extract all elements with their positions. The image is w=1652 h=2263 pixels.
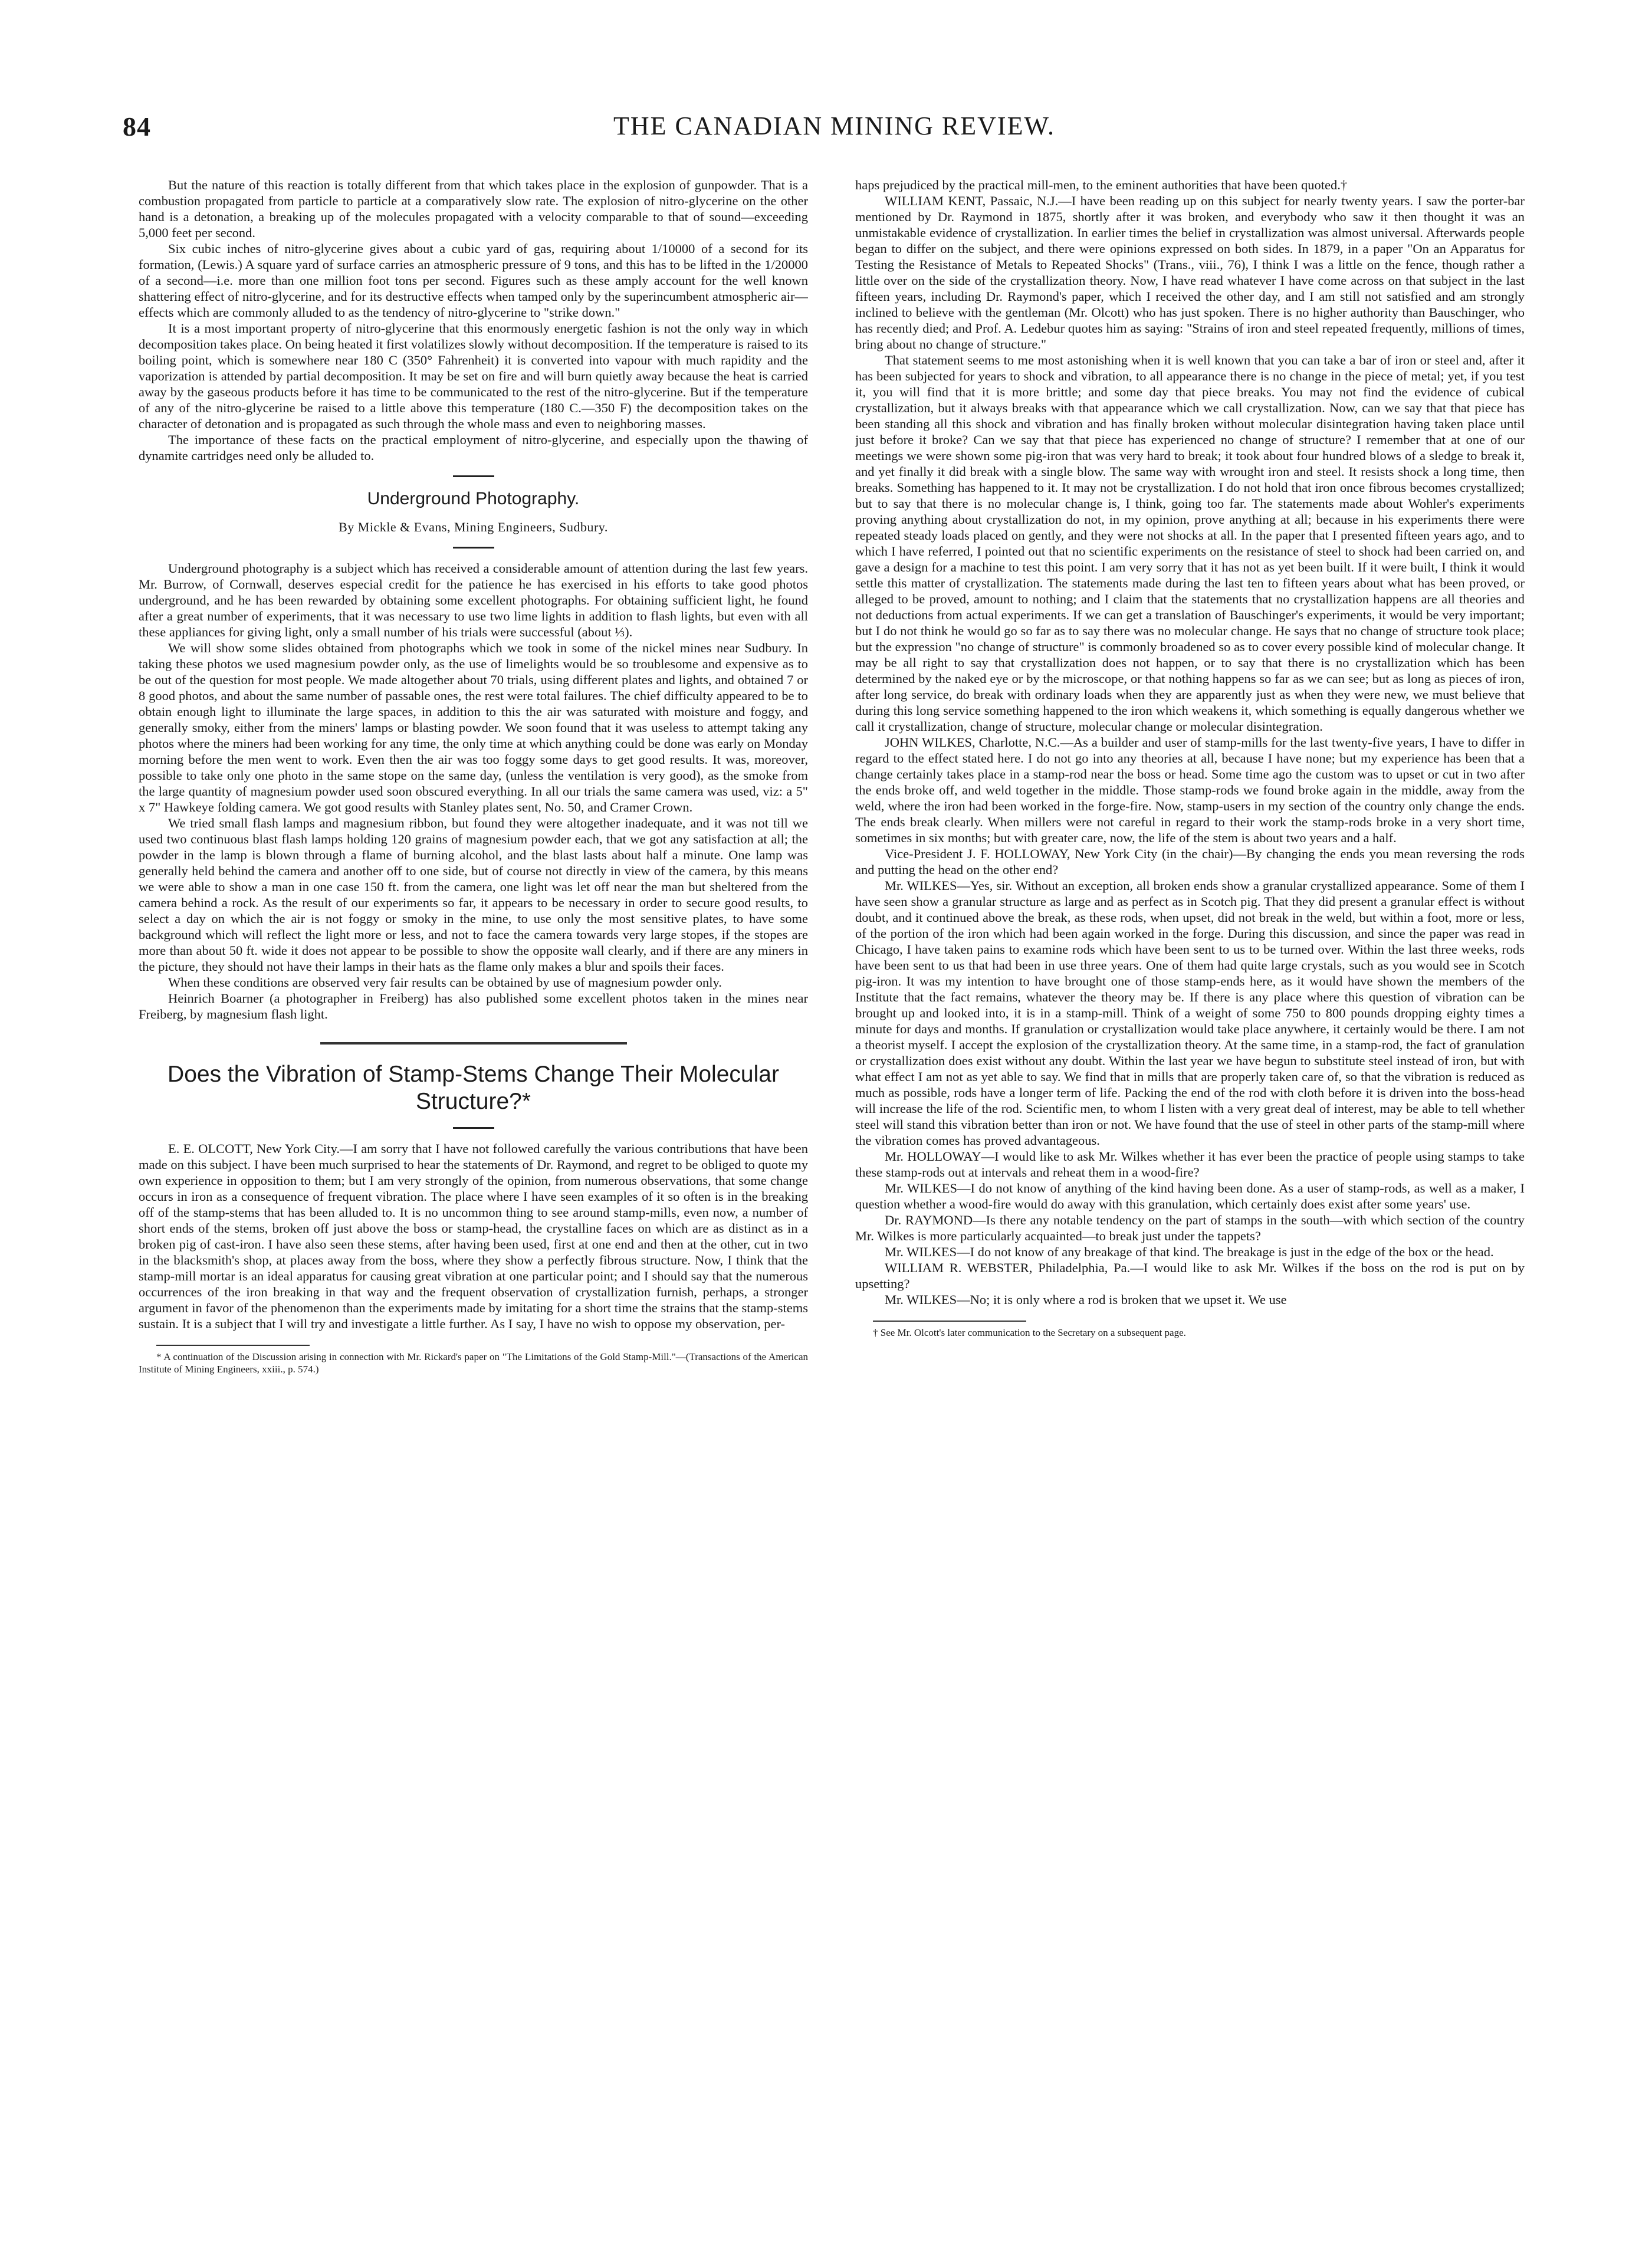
paragraph-kent: WILLIAM KENT, Passaic, N.J.—I have been reading up on this subject for nearly twenty years. I saw the porter-bar mentioned by Dr. Raymond in 1875, shortly after it was broken, and everybody who saw it then thought it was an unmistakable evidence of crystallization. In earlier times the belief in crystallization was almost universal. Afterwards people began to differ on the subject, and there were opinions expressed on both sides. In 1879, in a paper "On an Apparatus for Testing the Resistance of Metals to Repeated Shocks" (Trans., viii., 76), I think I was a little on the fence, though rather a little over on the side of the crystallization theory. Now, I have read whatever I have come across on that subject in the last fifteen years, including Dr. Raymond's paper, which I received the other day, and I am still not satisfied and am strongly inclined to believe with the gentleman (Mr. Olcott) who has just spoken. There is no higher authority than Bauschinger, who has recently died; and Prof. A. Ledebur quotes him as saying: "Strains of iron and steel repeated frequently, millions of times, bring about no change of structure." bbox=[855, 193, 1525, 352]
paragraph: Underground photography is a subject which has received a considerable amount of attention during the last few years. Mr. Burrow, of Cornwall, deserves especial credit for the patience he has exercised in his efforts to take good photos underground, and he has been rewarded by obtaining some excellent photographs. For obtaining sufficient light, he found after a great number of experiments, that it was necessary to use two lime lights in addition to flash lights, but even with all these appliances for giving light, only a small number of his trials were successful (about ⅓). bbox=[139, 561, 808, 639]
paragraph: But the nature of this reaction is totally different from that which takes place in the explosion of gunpowder. That is a combustion propagated from particle to particle at a comparatively slow rate. The explosion of nitro-glycerine on the other hand is a detonation, a breaking up of the molecules propagated with a velocity comparable to that of sound—exceeding 5,000 feet per second. bbox=[139, 178, 808, 240]
section-title-underground-photography: Underground Photography. bbox=[367, 489, 580, 508]
footnote-dagger: † See Mr. Olcott's later communication to the Secretary on a subsequent page. bbox=[873, 1327, 1186, 1338]
paragraph-wilkes-breakage: Mr. WILKES—I do not know of any breakage of that kind. The breakage is just in the edge of the box or the head. bbox=[885, 1244, 1494, 1259]
paragraph-wilkes-answer: Mr. WILKES—I do not know of anything of the kind having been done. As a user of stamp-rods, as well as a maker, I question whether a wood-fire would do away with this granulation, which certainly does exist after some years' use. bbox=[855, 1181, 1525, 1211]
paragraph-wilkes-last: Mr. WILKES—No; it is only where a rod is broken that we upset it. We use bbox=[885, 1292, 1287, 1307]
paragraph-holloway-question: Mr. HOLLOWAY—I would like to ask Mr. Wilkes whether it has ever been the practice of people using stamps to take these stamp-rods out at intervals and reheat them in a wood-fire? bbox=[855, 1149, 1525, 1180]
page-number: 84 bbox=[123, 111, 151, 142]
paragraph-wilkes: JOHN WILKES, Charlotte, N.C.—As a builder and user of stamp-mills for the last twenty-five years, I have to differ in regard to the effect stated here. I do not go into any theories at all, because I have none; but my experience has been that a change certainly takes place in a stamp-rod near the boss or head. Some time ago the custom was to upset or cut in two after the ends broke off, and weld together in the middle. Those stamp-rods we found broke again in the middle, away from the weld, where the iron had been worked in the forge-fire. Now, stamp-users in my section of the country only change the ends. The ends break clearly. When millers were not careful in regard to their work the stamp-rods broke in a very short time, sometimes in six months; but with greater care, now, the life of the stem is about two years and a half. bbox=[855, 735, 1525, 845]
paragraph: Six cubic inches of nitro-glycerine gives about a cubic yard of gas, requiring about 1/10000 of a second for its formation, (Lewis.) A square yard of surface carries an atmospheric pressure of 9 tons, and this has to be lifted in the 1/20000 of a second—i.e. more than one million foot tons per second. Figures such as these amply account for the well known shattering effect of nitro-glycerine, and for its destructive effects when tamped only by the superincumbent atmospheric air—effects which are commonly alluded to as the tendency of nitro-glycerine to "strike down." bbox=[139, 241, 808, 320]
footnote-rule bbox=[873, 1321, 1026, 1322]
left-column bbox=[139, 177, 808, 1375]
footnote-asterisk: * A continuation of the Discussion arising in connection with Mr. Rickard's paper on "The Limitations of the Gold Stamp-Mill."—(Transactions of the American Institute of Mining Engineers, xxiii., p. 574.) bbox=[139, 1351, 808, 1375]
paragraph: haps prejudiced by the practical mill-men, to the eminent authorities that have been quoted.† bbox=[855, 178, 1348, 192]
paragraph-wilkes-reply: Mr. WILKES—Yes, sir. Without an exception, all broken ends show a granular crystallized appearance. Some of them I have seen show a granular structure as large and as perfect as in Scotch pig. That they did present a granular effect is without doubt, and it continued above the break, as these rods, when upset, did not break in the weld, but within a foot, more or less, of the portion of the iron which had been again worked in the forge. During this discussion, and since the paper was read in Chicago, I have taken pains to examine rods which have been sent to us to be turned over. Within the last three weeks, rods have been sent to us that had been in use three years. One of them had quite large crystals, such as you would see in Scotch pig-iron. It was my intention to have brought one of those stamp-ends here, as it would have shown the members of the Institute that the fact remains, whatever the theory may be. If there is any place where this question of vibration can be brought up and looked into, it is in a stamp-mill. Think of a weight of some 750 to 800 pounds dropping eighty times a minute for days and months. If granulation or crystallization would take place anywhere, it certainly would be there. I am not a theorist myself. I accept the explosion of the crystallization theory. At the same time, in a stamp-rod, the fact of granulation or crystallization does exist without any doubt. Within the last year we have begun to substitute steel instead of iron, but with what effect I am not as yet able to say. We find that in mills that are properly taken care of, so that the vibration is reduced as much as possible, rods have a longer term of life. Packing the end of the rod with cloth before it is driven into the boss-head will increase the life of the rod. Scientific men, to whom I listen with a very great deal of interest, may be able to tell whether steel will stand this vibration better than iron or not. We have found that the use of steel in other parts of the stamp-mill where the vibration comes has proved advantageous. bbox=[855, 878, 1525, 1148]
paragraph: When these conditions are observed very fair results can be obtained by use of magnesium powder only. bbox=[168, 975, 722, 990]
paragraph-holloway: Vice-President J. F. HOLLOWAY, New York City (in the chair)—By changing the ends you mean reversing the rods and putting the head on the other end? bbox=[855, 846, 1525, 877]
paragraph-olcott: E. E. OLCOTT, New York City.—I am sorry that I have not followed carefully the various contributions that have been made on this subject. I have been much surprised to hear the statements of Dr. Raymond, and regret to be obliged to quote my own experience in opposition to them; but I am very strongly of the opinion, from numerous observations, that some change occurs in iron as a consequence of frequent vibration. The place where I have seen examples of it so often is in the breaking off of the stamp-stems that has been alluded to. It is no uncommon thing to see around stamp-mills, even now, a number of short ends of the stems, broken off just above the boss or stamp-head, the crystalline faces on which are as distinct as in a broken pig of cast-iron. I have also seen these stems, after having been used, first at one end and then at the other, cut in two in the blacksmith's shop, at places away from the boss, where they show a perfectly fibrous structure. Now, I think that the stamp-mill mortar is an ideal apparatus for causing great vibration at one particular point; and I should say that the numerous occurrences of the iron breaking in that way and the frequent observation of crystallization furnish, perhaps, a stronger argument in favor of the phenomenon than the experiments made by imitating for a short time the strains that the stamp-stems sustain. It is a subject that I will try and investigate a little further. As I say, I have no wish to oppose my observation, per- bbox=[139, 1141, 808, 1331]
article-divider bbox=[320, 1042, 627, 1045]
paragraph: Heinrich Boarner (a photographer in Freiberg) has also published some excellent photos taken in the mines near Freiberg, by magnesium flash light. bbox=[139, 991, 808, 1022]
paragraph-webster: WILLIAM R. WEBSTER, Philadelphia, Pa.—I would like to ask Mr. Wilkes if the boss on the rod is put on by upsetting? bbox=[855, 1260, 1525, 1291]
byline-divider bbox=[453, 547, 494, 548]
article-title-stamp-stems: Does the Vibration of Stamp-Stems Change Their Molecular Structure?* bbox=[168, 1062, 779, 1114]
footnote-rule bbox=[156, 1345, 310, 1346]
paragraph: We will show some slides obtained from photographs which we took in some of the nickel mines near Sudbury. In taking these photos we used magnesium powder only, as the use of limelights would be so troublesome and expensive as to be out of the question for most people. We made altogether about 70 trials, using different plates and lights, and obtained 7 or 8 good photos, and about the same number of passable ones, the rest were total failures. The chief difficulty appeared to be to obtain enough light to illuminate the large spaces, in addition to this the air was saturated with moisture and foggy, and generally smoky, either from the miners' lamps or blasting powder. We soon found that it was useless to attempt taking any photos where the miners had been working for any time, the only time at which anything could be done was early on Monday morning before the men went to work. Even then the air was too foggy some days to get good results. It was, moreover, possible to take only one photo in the same stope on the same day, (unless the ventilation is very good), as the smoke from the large quantity of magnesium powder used soon obscured everything. In all our trials the same camera was used, viz: a 5" x 7" Hawkeye folding camera. We got good results with Stanley plates sent, No. 50, and Cramer Crown. bbox=[139, 641, 808, 814]
title-divider bbox=[453, 1127, 494, 1129]
paragraph: That statement seems to me most astonishing when it is well known that you can take a bar of iron or steel and, after it has been subjected for years to shock and vibration, to all appearance there is no change in the piece of metal; yet, if you test it, you will find that it is more brittle; and some day that piece breaks. You may not find the evidence of cubical crystallization, but it always breaks with that appearance which we call crystallization. Now, can we say that that piece has been standing all this shock and vibration and has finally broken without molecular disintegration having taken place until just before it broke? Can we say that that piece has experienced no change of structure? I remember that at one of our meetings we were shown some pig-iron that was very hard to break; it took about four hundred blows of a sledge to break it, and yet finally it did break with a single blow. The same way with wrought iron and steel. It resists shock a long time, then breaks. Something has happened to it. It may not be crystallization. I do not hold that iron once fibrous becomes crystallized; but to say that there is no molecular change is, I think, going too far. The statements made about Wohler's experiments proving anything about crystallization do not, in my opinion, prove anything at all; because in his experiments there were repeated steady loads placed on gently, and they were not shocks at all. In the paper that I presented fifteen years ago, and to which I have referred, I pointed out that no scientific experiments on the resistance of steel to shock had been carried on, and gave a design for a machine to test this point. I am very sorry that it has not as yet been built. If it were built, I think it would settle this matter of crystallization. The statements made during the last ten to fifteen years about what has been proved, or alleged to be proved, amount to nothing; and I claim that the statements that no crystallization happens are all theories and not deductions from actual experiments. If we can get a translation of Bauschinger's experiments, it would be very important; but I do not think he would go so far as to say there was no molecular change. He says that no change of structure took place; but the expression "no change of structure" is commonly broadened so as to cover every possible kind of molecular change. It may be all right to say that crystallization does not happen, or to say that there is no crystallization which has been determined by the naked eye or by the microscope, or that nothing happens so far as we can see; but as long as pieces of iron, after long service, do break with ordinary loads when they are apparently just as when they were new, we must believe that during this long service something happened to the iron which weakens it, which something is equally dangerous whether we call it crystallization, change of structure, molecular change or molecular disintegration. bbox=[855, 353, 1525, 734]
paragraph: The importance of these facts on the practical employment of nitro-glycerine, and especially upon the thawing of dynamite cartridges need only be alluded to. bbox=[139, 432, 808, 463]
paragraph: It is a most important property of nitro-glycerine that this enormously energetic fashion is not the only way in which decomposition takes place. On being heated it first volatilizes slowly without decomposition. If the temperature is raised to its boiling point, which is somewhere near 180 C (350° Fahrenheit) it is converted into vapour with much rapidity and the vaporization is attended by partial decomposition. It may be set on fire and will burn quietly away because the heat is carried away by the gaseous products before it has time to be communicated to the rest of the nitro-glycerine. But if the temperature of any of the nitro-glycerine be raised to a little above this temperature (180 C.—350 F) the decomposition takes on the character of detonation and is propagated as such through the whole mass and even to neighboring masses. bbox=[139, 321, 808, 431]
right-column bbox=[855, 177, 1525, 1339]
running-title: THE CANADIAN MINING REVIEW. bbox=[613, 111, 1055, 140]
section-divider bbox=[453, 475, 494, 477]
byline: By Mickle & Evans, Mining Engineers, Sudbury. bbox=[339, 520, 608, 534]
paragraph-raymond: Dr. RAYMOND—Is there any notable tendency on the part of stamps in the south—with which section of the country Mr. Wilkes is more particularly acquainted—to break just under the tappets? bbox=[855, 1213, 1525, 1243]
paragraph: We tried small flash lamps and magnesium ribbon, but found they were altogether inadequate, and it was not till we used two continuous blast flash lamps holding 120 grains of magnesium powder each, that we got any satisfaction at all; the powder in the lamp is blown through a flame of burning alcohol, and the blast lasts about half a minute. One lamp was generally held behind the camera and another off to one side, but of course not directly in view of the camera, by this means we were able to show a man in one case 150 ft. from the camera, one light was let off near the man but sheltered from the camera behind a rock. As the result of our experiments so far, it appears to be necessary in order to secure good results, to select a day on which the air is not foggy or smoky in the mine, to use only the most sensitive plates, to have some background which will reflect the light more or less, and not to face the camera towards very large stopes, if the stopes are more than about 50 ft. wide it does not appear to be possible to show the opposite wall clearly, and if there are any miners in the picture, they should not have their lamps in their hats as the flame only makes a blur and spoils their faces. bbox=[139, 816, 808, 974]
